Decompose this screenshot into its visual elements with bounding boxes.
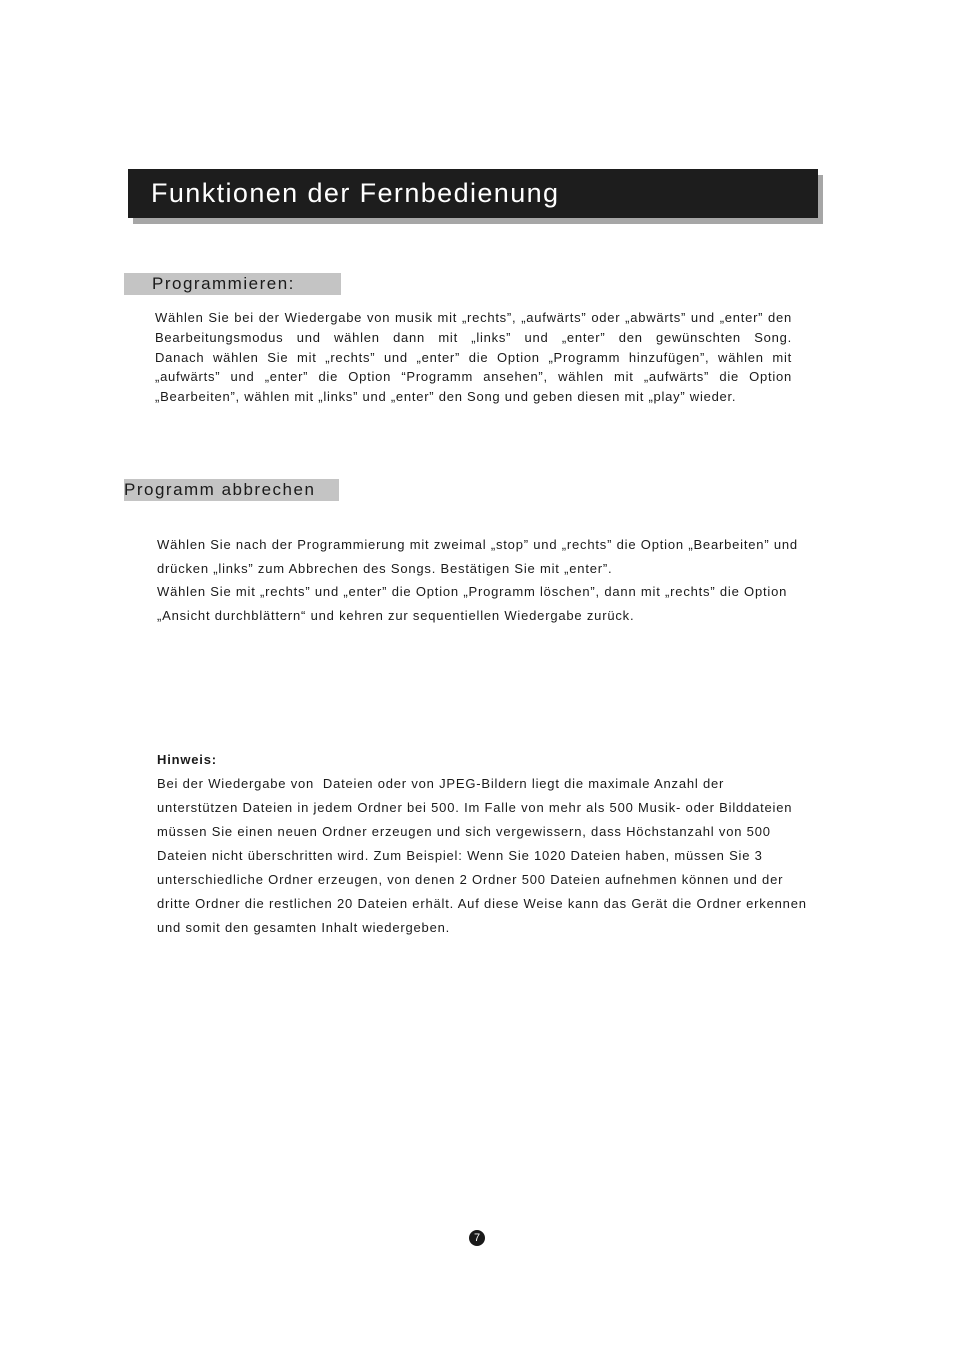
text-line: unterschiedliche Ordner erzeugen, von denen 2 Ordner 500 Dateien aufnehmen können und der — [157, 872, 784, 887]
note-block — [157, 748, 807, 940]
page-number-badge: 7 — [469, 1230, 485, 1246]
section-heading-programm-abbrechen — [124, 479, 339, 501]
text-line: dritte Ordner die restlichen 20 Dateien erhält. Auf diese Weise kann das Gerät die Ordner erkennen — [157, 896, 807, 911]
section-heading-label: Programm abbrechen — [124, 480, 316, 499]
text-line: Bei der Wiedergabe von Dateien oder von JPEG-Bildern liegt die maximale Anzahl der — [157, 776, 725, 791]
text-line: „Bearbeiten”, wählen mit „links” und „enter” den Song und geben diesen mit „play” wieder. — [155, 389, 737, 405]
text-line: müssen Sie einen neuen Ordner erzeugen und sich vergewissern, dass Höchstanzahl von 500 — [157, 824, 771, 839]
section-body-programmieren — [155, 308, 792, 407]
page-title: Funktionen der Fernbedienung — [151, 178, 560, 208]
text-line: unterstützen Dateien in jedem Ordner bei 500. Im Falle von mehr als 500 Musik- oder Bilddateien — [157, 800, 793, 815]
section-body-programm-abbrechen — [157, 533, 798, 628]
section-heading-programmieren — [124, 273, 341, 295]
text-line: Dateien nicht überschritten wird. Zum Beispiel: Wenn Sie 1020 Dateien haben, müssen Sie 3 — [157, 848, 763, 863]
text-line: drücken „links” zum Abbrechen des Songs. Bestätigen Sie mit „enter”. — [157, 560, 613, 576]
text-line: und somit den gesamten Inhalt wiedergeben. — [157, 920, 451, 935]
text-line: Bearbeitungsmodus und wählen dann mit „links” und „enter” den gewünschten Song. — [155, 329, 792, 345]
text-line: Wählen Sie bei der Wiedergabe von musik mit „rechts”, „aufwärts” oder „abwärts” und „enter” den — [155, 310, 792, 325]
page-title-bar — [128, 169, 818, 218]
section-heading-label: Programmieren: — [152, 274, 295, 293]
text-line: Danach wählen Sie mit „rechts” und „enter” die Option „Programm hinzufügen”, wählen mit — [155, 349, 792, 365]
text-line: Wählen Sie mit „rechts” und „enter” die Option „Programm löschen”, dann mit „rechts” die Option — [157, 584, 788, 600]
note-label: Hinweis: — [157, 752, 217, 767]
text-line: „Ansicht durchblättern“ und kehren zur sequentiellen Wiedergabe zurück. — [157, 608, 635, 624]
text-line: „aufwärts” und „enter” die Option “Programm ansehen”, wählen mit „aufwärts” die Option — [155, 369, 792, 385]
text-line: Wählen Sie nach der Programmierung mit zweimal „stop” und „rechts” die Option „Bearbeiten” und — [157, 537, 798, 552]
